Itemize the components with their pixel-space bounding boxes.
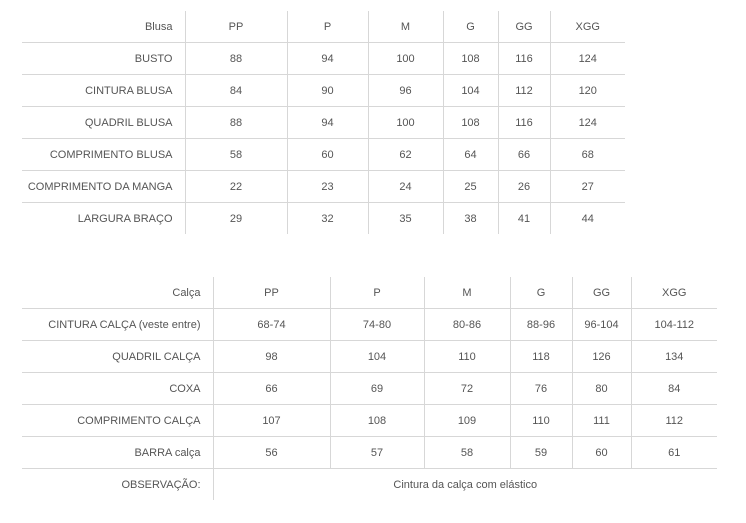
- measure-cell: 76: [510, 373, 572, 405]
- measure-cell: 108: [330, 405, 424, 437]
- table-row: [22, 341, 717, 373]
- table-row: [22, 43, 625, 75]
- measure-cell: 72: [424, 373, 510, 405]
- measure-cell: 69: [330, 373, 424, 405]
- measure-cell: 107: [213, 405, 330, 437]
- measure-cell: 84: [185, 75, 287, 107]
- measure-cell: 24: [368, 171, 443, 203]
- measure-cell: 94: [287, 43, 368, 75]
- blusa-header-size: XGG: [550, 11, 625, 43]
- table-row: [22, 203, 625, 235]
- measure-cell: 68-74: [213, 309, 330, 341]
- measure-cell: 62: [368, 139, 443, 171]
- measure-cell: 26: [498, 171, 550, 203]
- measure-cell: 90: [287, 75, 368, 107]
- measure-cell: 96: [368, 75, 443, 107]
- measure-cell: 116: [498, 43, 550, 75]
- calca-header-size: G: [510, 277, 572, 309]
- measure-cell: 58: [185, 139, 287, 171]
- measure-cell: 110: [510, 405, 572, 437]
- measure-cell: 94: [287, 107, 368, 139]
- row-label: COMPRIMENTO DA MANGA: [22, 171, 185, 203]
- measure-cell: 27: [550, 171, 625, 203]
- measure-cell: 44: [550, 203, 625, 235]
- measure-cell: 124: [550, 43, 625, 75]
- measure-cell: 118: [510, 341, 572, 373]
- row-label: QUADRIL BLUSA: [22, 107, 185, 139]
- calca-header-size: P: [330, 277, 424, 309]
- row-label: COXA: [22, 373, 213, 405]
- measure-cell: 64: [443, 139, 498, 171]
- measure-cell: 124: [550, 107, 625, 139]
- calca-size-table: [22, 277, 717, 500]
- table-row: [22, 139, 625, 171]
- measure-cell: 58: [424, 437, 510, 469]
- table-row: [22, 309, 717, 341]
- table-row: [22, 171, 625, 203]
- measure-cell: 88: [185, 107, 287, 139]
- measure-cell: 56: [213, 437, 330, 469]
- table-row: [22, 107, 625, 139]
- observation-text: Cintura da calça com elástico: [213, 469, 717, 501]
- row-label: COMPRIMENTO BLUSA: [22, 139, 185, 171]
- measure-cell: 88-96: [510, 309, 572, 341]
- calca-header-label: Calça: [22, 277, 213, 309]
- calca-header-row: [22, 277, 717, 309]
- calca-header-size: PP: [213, 277, 330, 309]
- blusa-header-row: [22, 11, 625, 43]
- measure-cell: 104-112: [631, 309, 717, 341]
- measure-cell: 41: [498, 203, 550, 235]
- measure-cell: 68: [550, 139, 625, 171]
- row-label: BUSTO: [22, 43, 185, 75]
- blusa-header-size: M: [368, 11, 443, 43]
- measure-cell: 120: [550, 75, 625, 107]
- row-label: BARRA calça: [22, 437, 213, 469]
- measure-cell: 61: [631, 437, 717, 469]
- measure-cell: 25: [443, 171, 498, 203]
- measure-cell: 98: [213, 341, 330, 373]
- row-label: CINTURA CALÇA (veste entre): [22, 309, 213, 341]
- measure-cell: 104: [330, 341, 424, 373]
- calca-header-size: XGG: [631, 277, 717, 309]
- measure-cell: 57: [330, 437, 424, 469]
- measure-cell: 108: [443, 43, 498, 75]
- observation-label: OBSERVAÇÃO:: [121, 478, 201, 491]
- measure-cell: 35: [368, 203, 443, 235]
- measure-cell: 60: [572, 437, 631, 469]
- measure-cell: 100: [368, 107, 443, 139]
- measure-cell: 80: [572, 373, 631, 405]
- row-label: QUADRIL CALÇA: [22, 341, 213, 373]
- blusa-table-body: [22, 11, 625, 234]
- measure-cell: 110: [424, 341, 510, 373]
- measure-cell: 108: [443, 107, 498, 139]
- measure-cell: 134: [631, 341, 717, 373]
- measure-cell: 66: [498, 139, 550, 171]
- measure-cell: 29: [185, 203, 287, 235]
- measure-cell: 96-104: [572, 309, 631, 341]
- measure-cell: 84: [631, 373, 717, 405]
- table-row: [22, 373, 717, 405]
- measure-cell: 112: [498, 75, 550, 107]
- measure-cell: 100: [368, 43, 443, 75]
- measure-cell: 59: [510, 437, 572, 469]
- measure-cell: 116: [498, 107, 550, 139]
- measure-cell: 109: [424, 405, 510, 437]
- blusa-header-size: PP: [185, 11, 287, 43]
- observation-row: [22, 469, 717, 501]
- calca-table-body: [22, 277, 717, 500]
- measure-cell: 22: [185, 171, 287, 203]
- measure-cell: 88: [185, 43, 287, 75]
- table-row: [22, 75, 625, 107]
- measure-cell: 38: [443, 203, 498, 235]
- table-row: [22, 437, 717, 469]
- measure-cell: 23: [287, 171, 368, 203]
- measure-cell: 104: [443, 75, 498, 107]
- measure-cell: 126: [572, 341, 631, 373]
- measure-cell: 66: [213, 373, 330, 405]
- measure-cell: 60: [287, 139, 368, 171]
- measure-cell: 74-80: [330, 309, 424, 341]
- table-row: [22, 405, 717, 437]
- blusa-header-size: G: [443, 11, 498, 43]
- calca-header-size: M: [424, 277, 510, 309]
- measure-cell: 32: [287, 203, 368, 235]
- blusa-size-table: [22, 11, 625, 234]
- blusa-header-size: GG: [498, 11, 550, 43]
- measure-cell: 112: [631, 405, 717, 437]
- row-label: COMPRIMENTO CALÇA: [22, 405, 213, 437]
- calca-header-size: GG: [572, 277, 631, 309]
- row-label: CINTURA BLUSA: [22, 75, 185, 107]
- measure-cell: 111: [572, 405, 631, 437]
- measure-cell: 80-86: [424, 309, 510, 341]
- blusa-header-label: Blusa: [22, 11, 185, 43]
- blusa-header-size: P: [287, 11, 368, 43]
- row-label: LARGURA BRAÇO: [77, 212, 173, 225]
